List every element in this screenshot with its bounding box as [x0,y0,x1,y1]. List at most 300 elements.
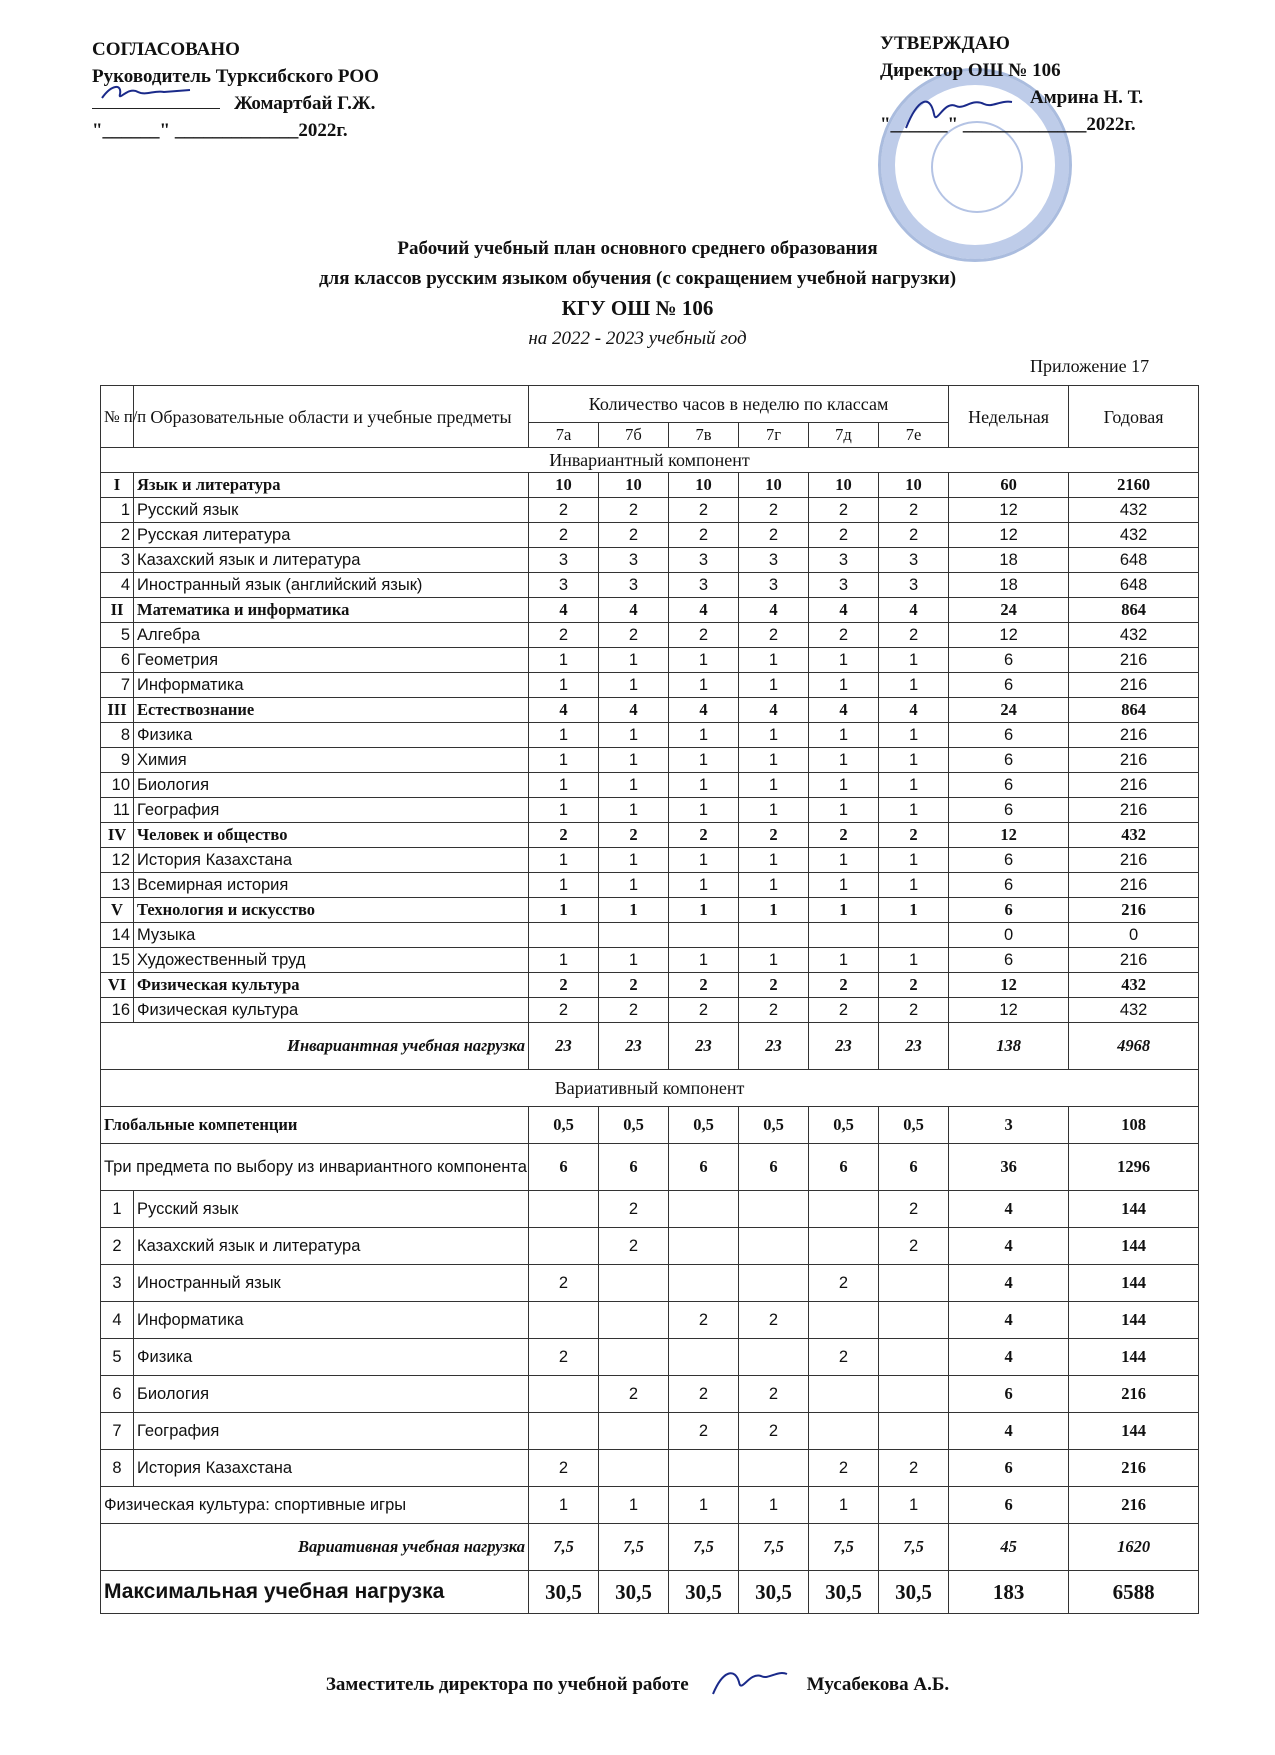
hours-cell: 10 [879,473,949,498]
yearly-cell: 108 [1069,1107,1199,1144]
hours-cell [669,1191,739,1228]
hours-cell: 1 [529,673,599,698]
hours-cell: 4 [529,598,599,623]
hours-cell: 4 [669,598,739,623]
hours-cell: 2 [669,998,739,1023]
subject-name: История Казахстана [134,1450,529,1487]
hours-cell: 2 [809,1450,879,1487]
hours-cell: 4 [879,698,949,723]
hours-cell: 1 [879,848,949,873]
hours-cell [599,1265,669,1302]
hours-cell: 1 [599,723,669,748]
hours-cell: 1 [879,873,949,898]
yearly-cell: 432 [1069,498,1199,523]
subject-name: Казахский язык и литература [134,1228,529,1265]
subject-name: Казахский язык и литература [134,548,529,573]
subject-row [101,923,1199,948]
hours-cell [599,1339,669,1376]
hours-cell: 2 [599,1228,669,1265]
hours-cell [669,1265,739,1302]
weekly-cell: 12 [949,498,1069,523]
weekly-cell: 12 [949,998,1069,1023]
hours-cell: 3 [669,573,739,598]
hours-cell: 1 [809,773,879,798]
yearly-cell: 432 [1069,823,1199,848]
subject-name: Язык и литература [134,473,529,498]
subject-name: Русская литература [134,523,529,548]
subject-name: Физическая культура: спортивные игры [101,1487,529,1524]
area-row [101,473,1199,498]
hours-cell: 0,5 [669,1107,739,1144]
yearly-cell: 216 [1069,898,1199,923]
hours-cell: 1 [529,773,599,798]
subject-row [101,873,1199,898]
row-number: IV [101,823,134,848]
yearly-cell: 432 [1069,623,1199,648]
subject-name: Человек и общество [134,823,529,848]
hours-cell: 2 [879,498,949,523]
row-number: 5 [101,1339,134,1376]
weekly-cell: 6 [949,673,1069,698]
hours-cell [809,1376,879,1413]
weekly-cell: 138 [949,1023,1069,1070]
weekly-cell: 6 [949,798,1069,823]
hours-cell [599,1302,669,1339]
hours-cell: 30,5 [669,1571,739,1614]
subject-name: География [134,1413,529,1450]
hours-cell: 2 [599,523,669,548]
hours-cell: 23 [599,1023,669,1070]
yearly-cell: 216 [1069,873,1199,898]
row-number: 1 [101,498,134,523]
yearly-cell: 6588 [1069,1571,1199,1614]
yearly-cell: 144 [1069,1302,1199,1339]
subject-row [101,848,1199,873]
hours-cell: 1 [739,798,809,823]
yearly-cell: 216 [1069,1487,1199,1524]
hours-cell: 2 [529,1450,599,1487]
hours-cell: 2 [739,998,809,1023]
area-row [101,973,1199,998]
hours-cell: 1 [599,773,669,798]
document-title-line1: Рабочий учебный план основного среднего образования [397,238,878,259]
hours-cell: 6 [599,1144,669,1191]
hours-cell: 3 [879,573,949,598]
hours-cell: 1 [669,773,739,798]
hours-cell: 2 [739,1413,809,1450]
subject-row [101,723,1199,748]
hours-cell: 7,5 [529,1524,599,1571]
yearly-cell: 4968 [1069,1023,1199,1070]
hours-cell: 1 [599,673,669,698]
hours-cell: 2 [739,823,809,848]
subject-row [101,523,1199,548]
header-areas: Образовательные области и учебные предметы [134,386,529,448]
max-total-row [101,1571,1199,1614]
hours-cell: 2 [669,1302,739,1339]
subject-name: Биология [134,1376,529,1413]
hours-cell [599,1450,669,1487]
hours-cell: 6 [809,1144,879,1191]
weekly-cell: 60 [949,473,1069,498]
document-title-line2: для классов русским языком обучения (с сокращением учебной нагрузки) [318,268,957,289]
yearly-cell: 216 [1069,1376,1199,1413]
hours-cell: 0,5 [529,1107,599,1144]
hours-cell: 30,5 [739,1571,809,1614]
row-number: 14 [101,923,134,948]
hours-cell: 1 [739,723,809,748]
hours-cell: 2 [809,523,879,548]
hours-cell: 1 [599,648,669,673]
hours-cell [879,1413,949,1450]
hours-cell [739,1339,809,1376]
hours-cell: 2 [599,823,669,848]
hours-cell: 1 [809,948,879,973]
yearly-cell: 144 [1069,1265,1199,1302]
subject-name: Математика и информатика [134,598,529,623]
hours-cell: 1 [599,1487,669,1524]
variative-subject-row [101,1228,1199,1265]
subject-name: Биология [134,773,529,798]
yearly-cell: 216 [1069,648,1199,673]
row-number: 1 [101,1191,134,1228]
hours-cell: 2 [599,973,669,998]
weekly-cell: 24 [949,698,1069,723]
weekly-cell: 12 [949,523,1069,548]
signature-line [92,92,220,109]
footer-position: Заместитель директора по учебной работе [325,1674,689,1695]
hours-cell: 23 [809,1023,879,1070]
header-class: 7г [739,423,809,448]
hours-cell: 1 [669,848,739,873]
hours-cell: 2 [879,823,949,848]
weekly-cell: 18 [949,548,1069,573]
yearly-cell: 216 [1069,798,1199,823]
hours-cell: 1 [529,848,599,873]
hours-cell: 1 [669,873,739,898]
hours-cell: 1 [599,798,669,823]
hours-cell: 2 [879,1450,949,1487]
section-invariant: Инвариантный компонент [101,448,1199,473]
hours-cell: 10 [599,473,669,498]
hours-cell: 2 [739,1376,809,1413]
hours-cell: 0,5 [879,1107,949,1144]
hours-cell: 0,5 [599,1107,669,1144]
hours-cell [599,1413,669,1450]
subject-name: Естествознание [134,698,529,723]
hours-cell: 7,5 [879,1524,949,1571]
sport-games-row [101,1487,1199,1524]
hours-cell: 2 [529,623,599,648]
variative-subject-row [101,1450,1199,1487]
global-competencies-row [101,1107,1199,1144]
header-class: 7а [529,423,599,448]
weekly-cell: 0 [949,923,1069,948]
hours-cell: 2 [529,823,599,848]
hours-cell: 23 [529,1023,599,1070]
hours-cell: 2 [669,1413,739,1450]
hours-cell [529,1413,599,1450]
weekly-cell: 24 [949,598,1069,623]
row-number: 9 [101,748,134,773]
row-number: I [101,473,134,498]
hours-cell: 4 [879,598,949,623]
hours-cell: 1 [669,1487,739,1524]
hours-cell: 1 [809,873,879,898]
total-label: Максимальная учебная нагрузка [101,1571,529,1614]
hours-cell: 2 [669,823,739,848]
row-number: 15 [101,948,134,973]
hours-cell: 1 [809,898,879,923]
hours-cell [529,1376,599,1413]
hours-cell: 1 [879,723,949,748]
hours-cell: 2 [739,973,809,998]
subject-name: Три предмета по выбору из инвариантного компонента [101,1144,529,1191]
hours-cell: 1 [599,748,669,773]
weekly-cell: 12 [949,973,1069,998]
hours-cell [529,1191,599,1228]
hours-cell: 3 [739,548,809,573]
hours-cell: 3 [739,573,809,598]
total-label: Вариативная учебная нагрузка [101,1524,529,1571]
hours-cell: 10 [529,473,599,498]
weekly-cell: 6 [949,648,1069,673]
yearly-cell: 864 [1069,698,1199,723]
total-label: Инвариантная учебная нагрузка [101,1023,529,1070]
hours-cell: 2 [809,823,879,848]
subject-name: Физика [134,1339,529,1376]
hours-cell: 1 [809,798,879,823]
hours-cell: 2 [809,623,879,648]
hours-cell: 1 [739,673,809,698]
yearly-cell: 864 [1069,598,1199,623]
hours-cell: 3 [879,548,949,573]
variative-subject-row [101,1413,1199,1450]
hours-cell: 1 [529,1487,599,1524]
hours-cell: 0,5 [809,1107,879,1144]
area-row [101,598,1199,623]
row-number: II [101,598,134,623]
weekly-cell: 4 [949,1265,1069,1302]
handwritten-signature [98,80,218,106]
hours-cell: 2 [529,523,599,548]
hours-cell: 2 [529,998,599,1023]
approval-right-heading: УТВЕРЖДАЮ [880,33,1010,54]
section-variative: Вариативный компонент [101,1070,1199,1107]
row-number: 2 [101,523,134,548]
hours-cell [669,1339,739,1376]
hours-cell: 3 [529,548,599,573]
variative-subject-row [101,1302,1199,1339]
weekly-cell: 6 [949,1376,1069,1413]
hours-cell: 3 [599,548,669,573]
weekly-cell: 183 [949,1571,1069,1614]
hours-cell [809,1191,879,1228]
hours-cell: 3 [809,548,879,573]
hours-cell: 2 [599,1191,669,1228]
hours-cell: 1 [599,848,669,873]
weekly-cell: 4 [949,1302,1069,1339]
hours-cell: 3 [669,548,739,573]
hours-cell: 10 [739,473,809,498]
hours-cell: 1 [529,748,599,773]
hours-cell [739,1265,809,1302]
hours-cell: 1 [879,773,949,798]
hours-cell: 2 [599,623,669,648]
yearly-cell: 216 [1069,848,1199,873]
subject-name: Химия [134,748,529,773]
subject-row [101,623,1199,648]
subject-row [101,498,1199,523]
hours-cell: 1 [879,648,949,673]
hours-cell [669,923,739,948]
hours-cell: 4 [739,598,809,623]
yearly-cell: 648 [1069,548,1199,573]
area-row [101,823,1199,848]
approval-right-name: Амрина Н. Т. [1030,87,1144,108]
hours-cell: 1 [879,798,949,823]
header-num: № п/п [101,386,134,448]
hours-cell: 2 [739,623,809,648]
row-number: VI [101,973,134,998]
weekly-cell: 6 [949,873,1069,898]
variative-subject-row [101,1265,1199,1302]
yearly-cell: 1296 [1069,1144,1199,1191]
hours-cell: 4 [529,698,599,723]
hours-cell: 1 [809,648,879,673]
hours-cell: 6 [879,1144,949,1191]
hours-cell: 2 [739,523,809,548]
hours-cell: 2 [809,998,879,1023]
hours-cell: 1 [739,773,809,798]
hours-cell: 2 [529,973,599,998]
hours-cell: 4 [809,698,879,723]
row-number: 10 [101,773,134,798]
hours-cell: 1 [879,673,949,698]
hours-cell: 2 [599,498,669,523]
yearly-cell: 1620 [1069,1524,1199,1571]
approval-left-name: Жомартбай Г.Ж. [234,93,376,114]
approval-left-block [92,36,379,144]
hours-cell: 1 [809,748,879,773]
hours-cell: 2 [809,1339,879,1376]
header-yearly: Годовая [1069,386,1199,448]
hours-cell: 1 [879,948,949,973]
hours-cell: 2 [599,998,669,1023]
row-number: 7 [101,673,134,698]
hours-cell: 2 [809,498,879,523]
hours-cell: 1 [739,898,809,923]
row-number: 6 [101,1376,134,1413]
footer-signature-row [0,1650,1275,1696]
yearly-cell: 144 [1069,1339,1199,1376]
subject-name: Информатика [134,1302,529,1339]
hours-cell [739,923,809,948]
hours-cell: 1 [809,673,879,698]
approval-right-block [880,30,1143,138]
approval-right-date: "______" _____________2022г. [880,114,1136,135]
hours-cell [529,1302,599,1339]
hours-cell: 2 [879,1191,949,1228]
hours-cell: 7,5 [739,1524,809,1571]
hours-cell: 1 [669,673,739,698]
subject-name: Физика [134,723,529,748]
row-number: 4 [101,573,134,598]
hours-cell: 1 [739,948,809,973]
hours-cell [879,923,949,948]
hours-cell: 2 [809,1265,879,1302]
hours-cell [739,1191,809,1228]
hours-cell [599,923,669,948]
yearly-cell: 144 [1069,1228,1199,1265]
hours-cell: 2 [599,1376,669,1413]
yearly-cell: 432 [1069,973,1199,998]
hours-cell: 1 [739,873,809,898]
hours-cell: 2 [529,498,599,523]
appendix-label: Приложение 17 [1030,356,1150,376]
hours-cell [879,1376,949,1413]
hours-cell: 30,5 [529,1571,599,1614]
hours-cell: 4 [599,598,669,623]
hours-cell: 4 [599,698,669,723]
hours-cell: 2 [809,973,879,998]
hours-cell [739,1228,809,1265]
yearly-cell: 216 [1069,673,1199,698]
hours-cell: 1 [739,648,809,673]
subject-name: Геометрия [134,648,529,673]
weekly-cell: 4 [949,1228,1069,1265]
hours-cell: 10 [669,473,739,498]
hours-cell: 1 [529,873,599,898]
hours-cell [529,923,599,948]
row-number: 8 [101,1450,134,1487]
header-class: 7е [879,423,949,448]
approval-left-signature-row [92,90,379,117]
yearly-cell: 144 [1069,1413,1199,1450]
hours-cell: 7,5 [809,1524,879,1571]
weekly-cell: 18 [949,573,1069,598]
hours-cell: 3 [529,573,599,598]
subject-row [101,773,1199,798]
invariant-total-row [101,1023,1199,1070]
row-number: 4 [101,1302,134,1339]
hours-cell: 1 [599,948,669,973]
yearly-cell: 0 [1069,923,1199,948]
weekly-cell: 6 [949,1450,1069,1487]
hours-cell: 23 [739,1023,809,1070]
subject-row [101,998,1199,1023]
hours-cell: 7,5 [599,1524,669,1571]
subject-name: Иностранный язык (английский язык) [134,573,529,598]
subject-name: Музыка [134,923,529,948]
hours-cell: 1 [669,648,739,673]
subject-row [101,798,1199,823]
subject-name: Всемирная история [134,873,529,898]
yearly-cell: 432 [1069,998,1199,1023]
row-number: 5 [101,623,134,648]
school-year: на 2022 - 2023 учебный год [528,328,747,349]
hours-cell: 2 [669,498,739,523]
row-number: V [101,898,134,923]
hours-cell: 0,5 [739,1107,809,1144]
header-class: 7в [669,423,739,448]
hours-cell: 2 [879,1228,949,1265]
hours-cell: 1 [529,723,599,748]
hours-cell: 1 [669,723,739,748]
handwritten-signature [703,1664,793,1704]
handwritten-signature [900,88,1020,138]
hours-cell: 2 [879,973,949,998]
